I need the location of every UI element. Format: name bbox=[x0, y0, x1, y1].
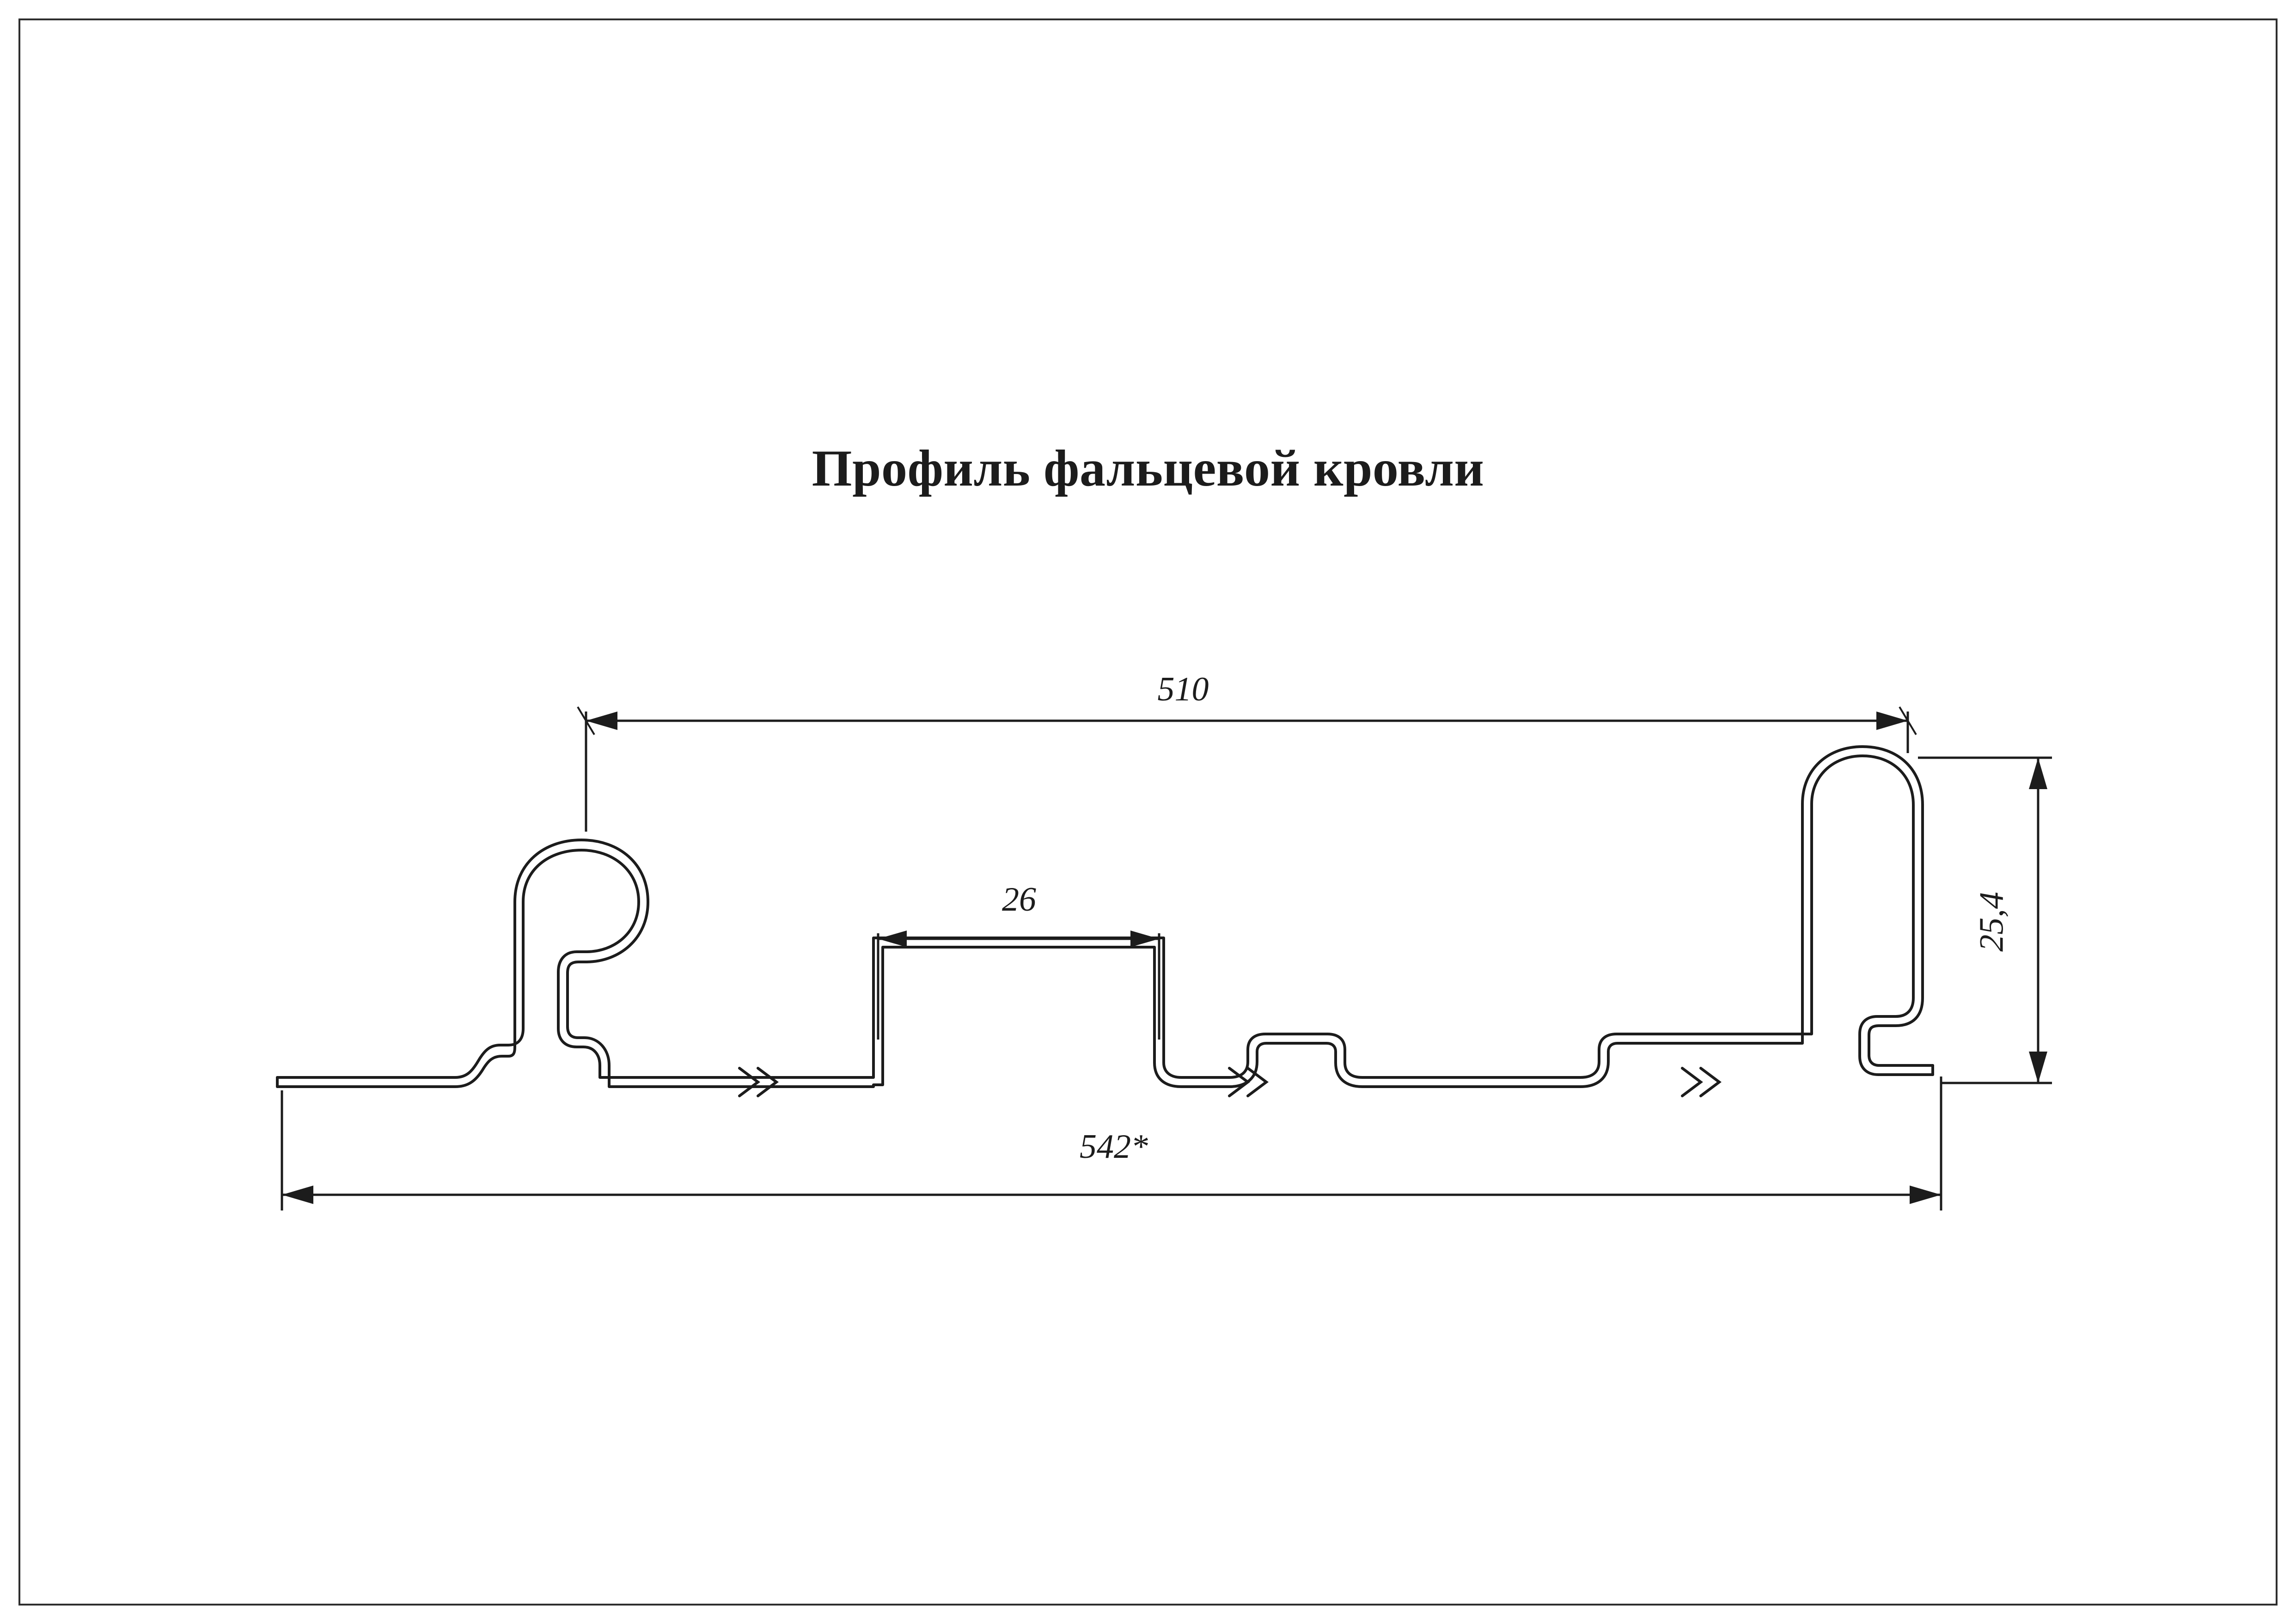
break-marks bbox=[739, 1068, 1719, 1096]
dimension-label-groove-width: 26 bbox=[1002, 881, 1036, 918]
page-title: Профиль фальцевой кровли bbox=[812, 440, 1484, 497]
break-mark-1 bbox=[739, 1068, 776, 1096]
profile-upper-contour bbox=[277, 756, 1933, 1077]
break-mark-3 bbox=[1682, 1068, 1719, 1096]
arrow-542-right bbox=[1910, 1186, 1941, 1204]
dimension-510 bbox=[578, 707, 1916, 832]
arrow-26-left bbox=[878, 931, 907, 947]
arrow-254-top bbox=[2029, 758, 2047, 789]
profile-lower-contour bbox=[277, 747, 1933, 1087]
arrow-254-bottom bbox=[2029, 1052, 2047, 1083]
dimension-label-total-width: 542* bbox=[1080, 1128, 1148, 1166]
profile-outline bbox=[277, 747, 1933, 1087]
break-mark-2 bbox=[1229, 1068, 1266, 1096]
arrow-26-right bbox=[1130, 931, 1159, 947]
dimension-label-height: 25,4 bbox=[1972, 892, 2011, 952]
dimension-label-top-width: 510 bbox=[1157, 670, 1209, 708]
arrow-542-left bbox=[282, 1186, 313, 1204]
